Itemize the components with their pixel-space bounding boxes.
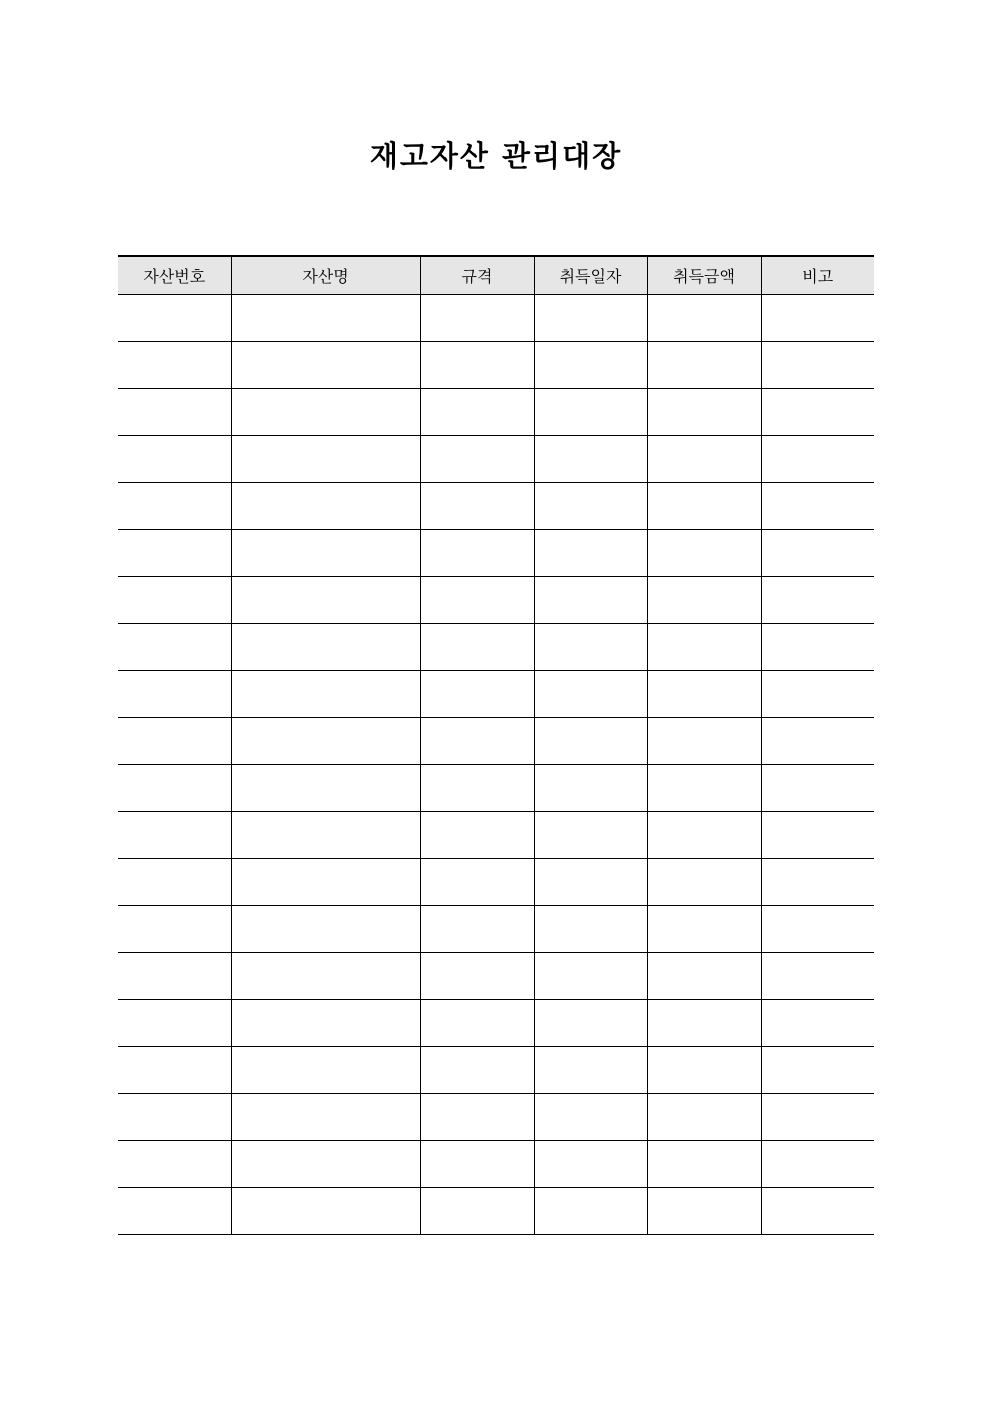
asset-number-cell[interactable] [118,577,231,624]
remarks-cell[interactable] [761,1141,874,1188]
specification-cell[interactable] [420,389,534,436]
acquisition-date-cell[interactable] [534,1047,647,1094]
asset-name-cell[interactable] [231,1000,420,1047]
remarks-cell[interactable] [761,1047,874,1094]
remarks-cell[interactable] [761,765,874,812]
table-row [118,765,874,812]
asset-number-cell[interactable] [118,953,231,1000]
remarks-cell[interactable] [761,577,874,624]
asset-number-cell[interactable] [118,1141,231,1188]
acquisition-date-cell[interactable] [534,1141,647,1188]
remarks-cell[interactable] [761,1000,874,1047]
specification-cell[interactable] [420,906,534,953]
acquisition-amount-cell[interactable] [647,906,761,953]
specification-cell[interactable] [420,718,534,765]
inventory-ledger-table [118,255,874,1235]
specification-cell[interactable] [420,671,534,718]
specification-cell[interactable] [420,812,534,859]
asset-name-cell[interactable] [231,577,420,624]
asset-name-cell[interactable] [231,624,420,671]
table-row [118,671,874,718]
remarks-cell[interactable] [761,389,874,436]
acquisition-date-cell[interactable] [534,436,647,483]
specification-cell[interactable] [420,765,534,812]
table-row [118,1094,874,1141]
table-row [118,1000,874,1047]
table-row [118,1141,874,1188]
acquisition-date-cell[interactable] [534,483,647,530]
acquisition-amount-cell[interactable] [647,577,761,624]
acquisition-date-cell[interactable] [534,342,647,389]
asset-name-cell[interactable] [231,1094,420,1141]
header-row [118,256,874,295]
asset-name-cell[interactable] [231,1188,420,1235]
specification-cell[interactable] [420,1188,534,1235]
acquisition-amount-cell[interactable] [647,812,761,859]
specification-cell[interactable] [420,624,534,671]
specification-cell[interactable] [420,1000,534,1047]
specification-cell[interactable] [420,483,534,530]
acquisition-date-cell[interactable] [534,624,647,671]
table-row [118,295,874,342]
acquisition-amount-cell[interactable] [647,342,761,389]
table-row [118,624,874,671]
asset-name-cell[interactable] [231,671,420,718]
asset-number-cell[interactable] [118,765,231,812]
asset-name-cell[interactable] [231,1047,420,1094]
acquisition-amount-cell[interactable] [647,530,761,577]
acquisition-date-cell[interactable] [534,1188,647,1235]
header-acquisition-amount: 취득금액 [647,256,761,295]
asset-number-cell[interactable] [118,812,231,859]
asset-name-cell[interactable] [231,812,420,859]
remarks-cell[interactable] [761,1094,874,1141]
asset-number-cell[interactable] [118,718,231,765]
asset-number-cell[interactable] [118,342,231,389]
asset-name-cell[interactable] [231,718,420,765]
table-header [118,256,874,295]
asset-number-cell[interactable] [118,671,231,718]
acquisition-amount-cell[interactable] [647,1188,761,1235]
asset-name-cell[interactable] [231,1141,420,1188]
table-row [118,577,874,624]
header-asset-name: 자산명 [231,256,420,295]
acquisition-date-cell[interactable] [534,859,647,906]
acquisition-amount-cell[interactable] [647,671,761,718]
table-row [118,953,874,1000]
remarks-cell[interactable] [761,953,874,1000]
remarks-cell[interactable] [761,295,874,342]
header-specification: 규격 [420,256,534,295]
document-title: 재고자산 관리대장 [369,139,623,173]
header-asset-number: 자산번호 [118,256,231,295]
acquisition-amount-cell[interactable] [647,953,761,1000]
remarks-cell[interactable] [761,906,874,953]
acquisition-date-cell[interactable] [534,389,647,436]
specification-cell[interactable] [420,577,534,624]
acquisition-date-cell[interactable] [534,906,647,953]
remarks-cell[interactable] [761,530,874,577]
asset-name-cell[interactable] [231,906,420,953]
asset-number-cell[interactable] [118,1094,231,1141]
table-row [118,389,874,436]
asset-name-cell[interactable] [231,859,420,906]
acquisition-date-cell[interactable] [534,1000,647,1047]
asset-number-cell[interactable] [118,389,231,436]
acquisition-amount-cell[interactable] [647,859,761,906]
specification-cell[interactable] [420,859,534,906]
asset-number-cell[interactable] [118,436,231,483]
asset-name-cell[interactable] [231,389,420,436]
remarks-cell[interactable] [761,859,874,906]
remarks-cell[interactable] [761,718,874,765]
acquisition-date-cell[interactable] [534,718,647,765]
remarks-cell[interactable] [761,1188,874,1235]
acquisition-amount-cell[interactable] [647,1094,761,1141]
remarks-cell[interactable] [761,436,874,483]
acquisition-date-cell[interactable] [534,1094,647,1141]
table-row [118,906,874,953]
acquisition-date-cell[interactable] [534,812,647,859]
specification-cell[interactable] [420,1094,534,1141]
asset-number-cell[interactable] [118,906,231,953]
acquisition-amount-cell[interactable] [647,1047,761,1094]
specification-cell[interactable] [420,295,534,342]
acquisition-date-cell[interactable] [534,671,647,718]
asset-name-cell[interactable] [231,436,420,483]
asset-name-cell[interactable] [231,295,420,342]
asset-number-cell[interactable] [118,483,231,530]
header-remarks: 비고 [761,256,874,295]
table-row [118,530,874,577]
table-row [118,859,874,906]
table-row [118,812,874,859]
specification-cell[interactable] [420,530,534,577]
acquisition-amount-cell[interactable] [647,1141,761,1188]
specification-cell[interactable] [420,342,534,389]
table-row [118,1047,874,1094]
table-row [118,718,874,765]
table-row [118,483,874,530]
acquisition-amount-cell[interactable] [647,389,761,436]
asset-number-cell[interactable] [118,1188,231,1235]
acquisition-amount-cell[interactable] [647,295,761,342]
acquisition-date-cell[interactable] [534,953,647,1000]
acquisition-date-cell[interactable] [534,577,647,624]
header-acquisition-date: 취득일자 [534,256,647,295]
remarks-cell[interactable] [761,671,874,718]
asset-name-cell[interactable] [231,342,420,389]
asset-name-cell[interactable] [231,530,420,577]
asset-name-cell[interactable] [231,765,420,812]
acquisition-amount-cell[interactable] [647,483,761,530]
asset-number-cell[interactable] [118,530,231,577]
asset-number-cell[interactable] [118,1047,231,1094]
acquisition-date-cell[interactable] [534,530,647,577]
table-body [118,295,874,1235]
acquisition-amount-cell[interactable] [647,624,761,671]
acquisition-amount-cell[interactable] [647,765,761,812]
asset-name-cell[interactable] [231,953,420,1000]
asset-number-cell[interactable] [118,624,231,671]
remarks-cell[interactable] [761,483,874,530]
acquisition-date-cell[interactable] [534,765,647,812]
acquisition-amount-cell[interactable] [647,436,761,483]
asset-number-cell[interactable] [118,1000,231,1047]
table-row [118,1188,874,1235]
acquisition-date-cell[interactable] [534,295,647,342]
acquisition-amount-cell[interactable] [647,1000,761,1047]
asset-name-cell[interactable] [231,483,420,530]
asset-number-cell[interactable] [118,295,231,342]
specification-cell[interactable] [420,436,534,483]
remarks-cell[interactable] [761,624,874,671]
table-row [118,342,874,389]
specification-cell[interactable] [420,1141,534,1188]
specification-cell[interactable] [420,1047,534,1094]
acquisition-amount-cell[interactable] [647,718,761,765]
remarks-cell[interactable] [761,342,874,389]
remarks-cell[interactable] [761,812,874,859]
table-row [118,436,874,483]
specification-cell[interactable] [420,953,534,1000]
asset-number-cell[interactable] [118,859,231,906]
